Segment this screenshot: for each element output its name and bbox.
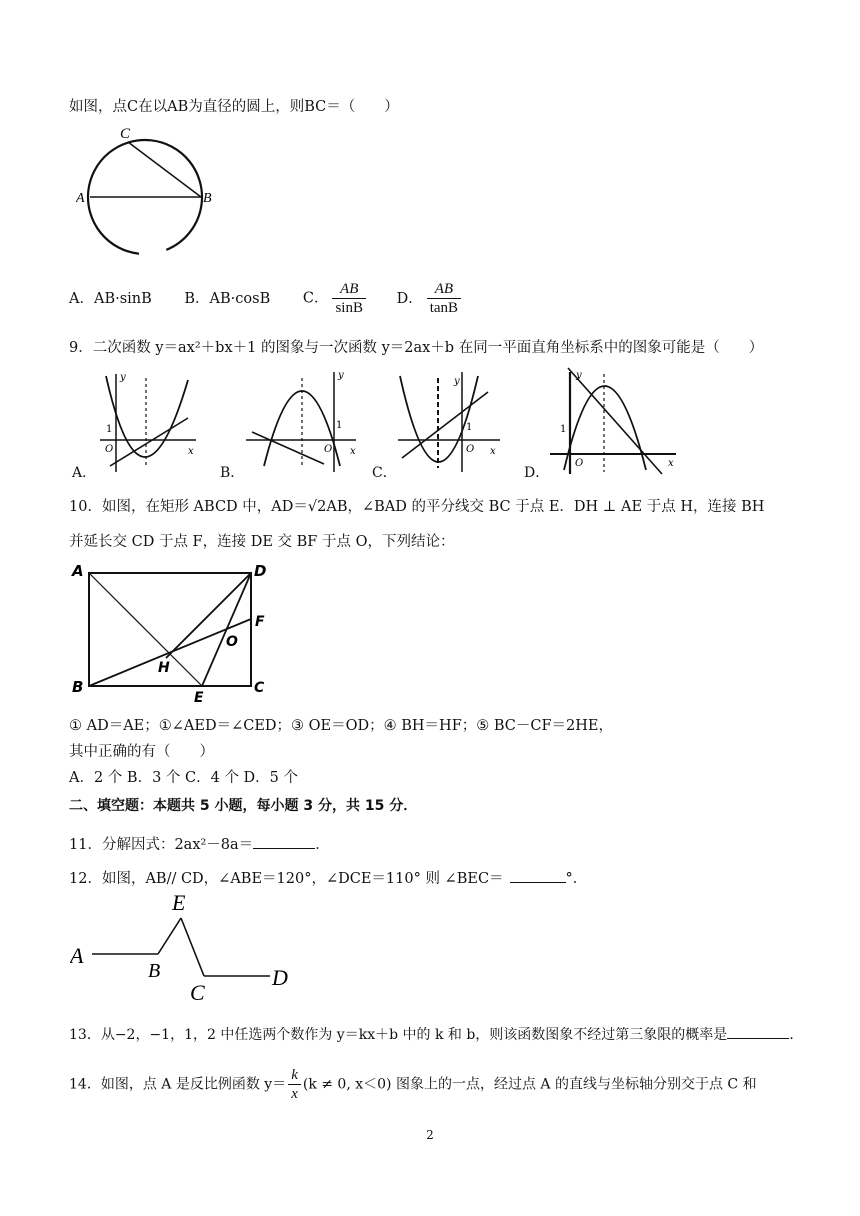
q9-graph-a-y-label: y — [120, 372, 126, 383]
q9-graph-c-x-label: x — [490, 446, 496, 457]
q11 — [69, 834, 330, 855]
q9-graph-b-one: 1 — [336, 420, 343, 431]
q12-figure — [70, 888, 300, 1008]
q9-graph-a-one: 1 — [106, 424, 113, 435]
q11-text: 11．分解因式：2ax²－8a＝ — [69, 837, 254, 853]
q9-graph-d — [548, 366, 680, 478]
q12-label-b: B — [148, 960, 161, 982]
q12 — [69, 868, 587, 889]
q10-label-c: C — [254, 680, 265, 696]
q9-graph-d-o: O — [575, 458, 584, 469]
q8-option-c-prefix: C． — [302, 290, 329, 307]
q8-option-d-den: tanB — [429, 300, 459, 316]
q9-graph-a-x-label: x — [188, 446, 194, 457]
q9-graph-c-one: 1 — [466, 422, 473, 433]
q9-graph-a-o: O — [105, 444, 114, 455]
q10-rectangle-figure — [68, 556, 278, 706]
q10-label-b: B — [72, 678, 84, 696]
q13-text: 13．从−2，−1，1，2 中任选两个数作为 y＝kx＋b 中的 k 和 b，则该函数图象不经过第三象限的概率是 — [69, 1027, 728, 1043]
q8-option-d-num: AB — [427, 280, 461, 299]
q9-label-a: A． — [72, 465, 97, 481]
q8-option-d-frac — [427, 280, 461, 317]
q9-text: 9．二次函数 y＝ax²＋bx＋1 的图象与一次函数 y＝2ax＋b 在同一平面直角坐标系中的图象可能是（ ） — [69, 340, 764, 356]
q8-option-d-prefix: D． — [396, 290, 423, 307]
q9-graph-c-o: O — [466, 444, 475, 455]
q8-text: 如图，点C在以AB为直径的圆上，则BC＝（ ） — [69, 99, 399, 115]
q12-label-e: E — [172, 890, 186, 915]
q11-end: ． — [315, 837, 330, 853]
q14 — [69, 1066, 757, 1103]
q9-label-c: C． — [372, 465, 397, 481]
q10-label-h: H — [158, 660, 170, 676]
q12-label-c: C — [190, 980, 205, 1005]
q8-label-b: B — [203, 191, 212, 206]
q9-graph-c — [396, 368, 506, 476]
page-number: 2 — [426, 1128, 434, 1142]
q14-suffix: (k ≠ 0, x＜0) 图象上的一点，经过点 A 的直线与坐标轴分别交于点 C 和 — [302, 1076, 757, 1093]
q13-answer-blank[interactable] — [727, 1024, 789, 1039]
q10-conclusions: ① AD＝AE；①∠AED＝∠CED；③ OE＝OD；④ BH＝HF；⑤ BC－CF＝2HE， — [69, 718, 613, 734]
q10-ask: 其中正确的有（ ） — [69, 744, 214, 760]
q8-label-c: C — [120, 126, 131, 142]
q8-options — [69, 280, 465, 317]
q12-text: 12．如图，AB// CD，∠ABE＝120°，∠DCE＝110° 则 ∠BEC＝ — [69, 871, 504, 887]
q12-label-a: A — [70, 943, 84, 968]
q10-label-a: A — [72, 562, 84, 580]
q9-graph-a — [92, 368, 202, 476]
q8-option-a: A．AB·sinB — [69, 290, 152, 307]
q14-frac-den: x — [291, 1086, 298, 1102]
q13 — [69, 1024, 803, 1045]
q9-label-d: D． — [524, 465, 550, 481]
q10-line2: 并延长交 CD 于点 F，连接 DE 交 BF 于点 O，下列结论： — [69, 534, 455, 550]
q10-label-d: D — [254, 562, 267, 580]
q9-graph-b-y-label: y — [338, 370, 344, 381]
q9-label-b: B． — [220, 465, 245, 481]
q12-end: °． — [565, 871, 588, 887]
q10-options: A．2 个 B．3 个 C．4 个 D．5 个 — [69, 770, 299, 786]
q8-label-a: A — [76, 191, 85, 206]
q9-graph-b-x-label: x — [350, 446, 356, 457]
q9-graph-d-one: 1 — [560, 424, 567, 435]
q11-answer-blank[interactable] — [253, 834, 315, 849]
q10-label-f: F — [255, 614, 265, 630]
q9-graph-b — [244, 368, 360, 476]
q8-option-b: B．AB·cosB — [184, 290, 271, 307]
q13-end: ． — [789, 1027, 804, 1043]
q9-graph-c-y-label: y — [454, 376, 460, 387]
q10-label-e: E — [194, 690, 204, 706]
q12-label-d: D — [272, 965, 288, 990]
q14-prefix: 14．如图，点 A 是反比例函数 y＝ — [69, 1076, 287, 1093]
q8-option-c-num: AB — [332, 280, 366, 299]
q8-option-c-den: sinB — [335, 300, 363, 316]
q9-graph-d-x-label: x — [668, 458, 674, 469]
q8-option-c-frac — [332, 280, 366, 317]
q14-fraction — [288, 1066, 301, 1103]
q12-answer-blank[interactable] — [510, 868, 566, 883]
q9-graph-d-y-label: y — [576, 370, 582, 381]
q8-circle-figure — [76, 122, 226, 258]
q10-label-o: O — [226, 634, 238, 650]
q9-graph-b-o: O — [324, 444, 333, 455]
q14-frac-num: k — [288, 1066, 301, 1085]
section2-heading: 二、填空题：本题共 5 小题，每小题 3 分，共 15 分． — [69, 798, 418, 814]
q10-line1: 10．如图，在矩形 ABCD 中，AD＝√2AB，∠BAD 的平分线交 BC 于点 E．DH ⊥ AE 于点 H，连接 BH — [69, 499, 765, 515]
